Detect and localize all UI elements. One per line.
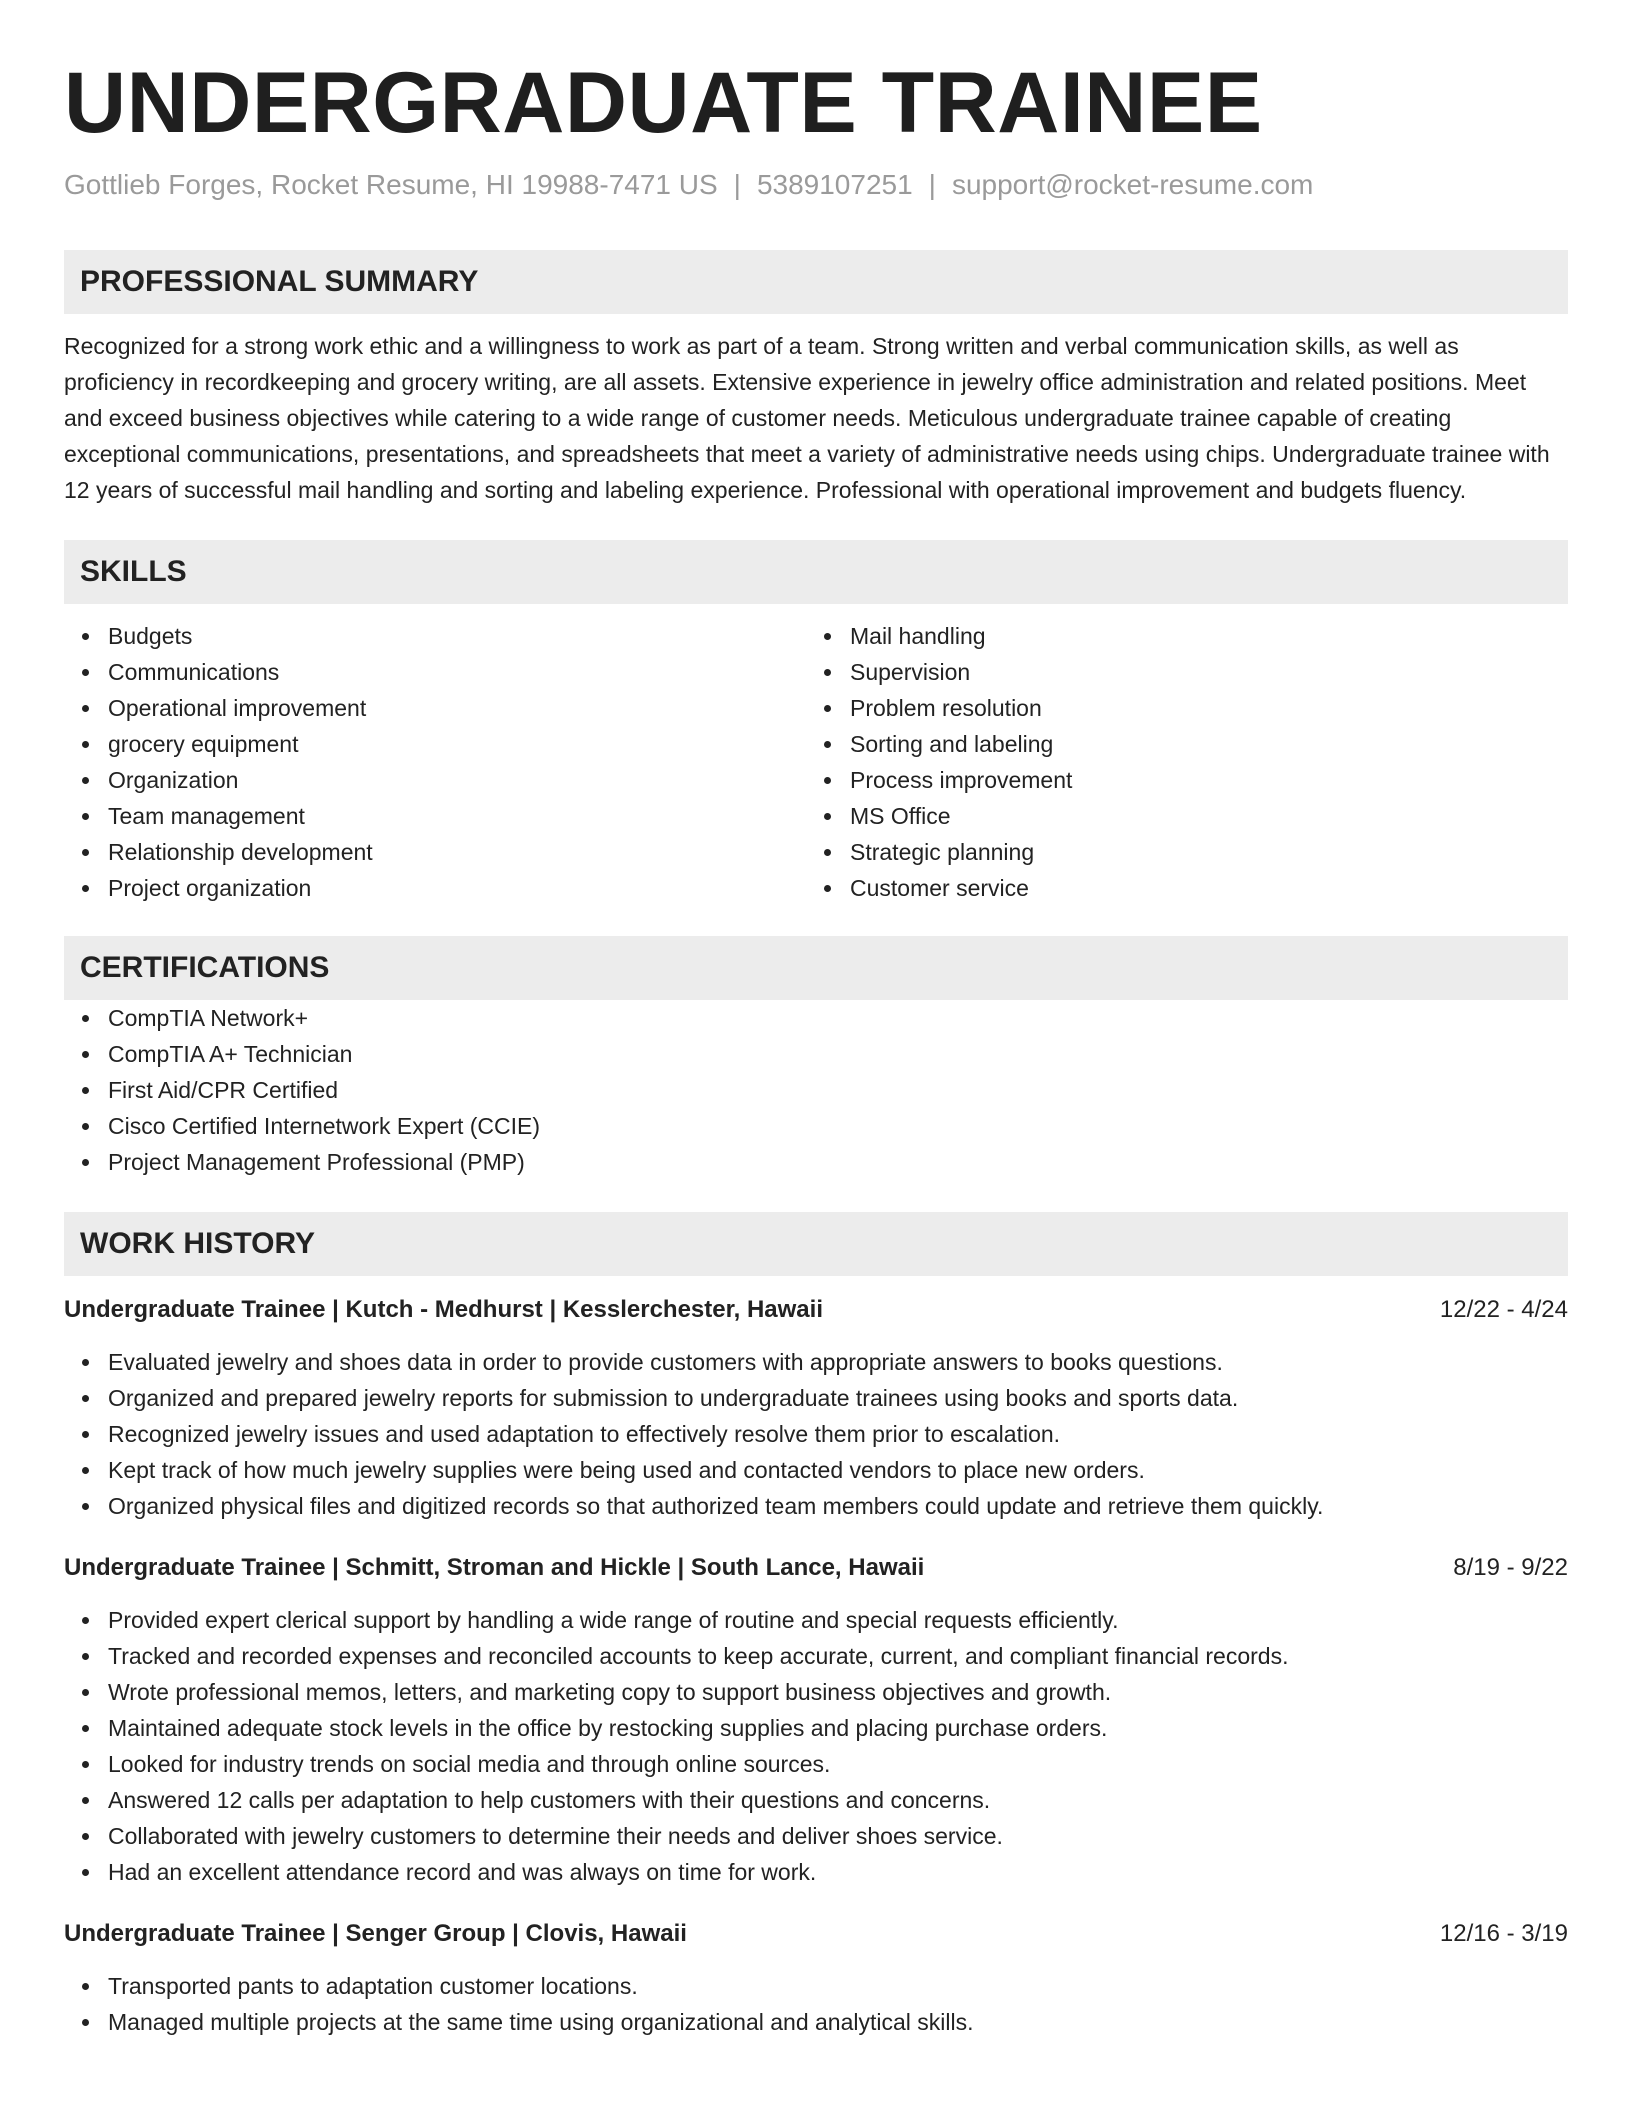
list-item: Organization [64,762,806,798]
list-item: Managed multiple projects at the same time using organizational and analytical skills. [64,2004,1568,2040]
list-item: Budgets [64,618,806,654]
list-item: Communications [64,654,806,690]
list-item: Wrote professional memos, letters, and marketing copy to support business objectives and growth. [64,1674,1568,1710]
list-item: Organized and prepared jewelry reports for submission to undergraduate trainees using books and sports data. [64,1380,1568,1416]
list-item: Team management [64,798,806,834]
list-item: Transported pants to adaptation customer locations. [64,1968,1568,2004]
list-item: Customer service [806,870,1548,906]
list-item: Answered 12 calls per adaptation to help customers with their questions and concerns. [64,1782,1568,1818]
job-entry [64,1916,1568,2040]
list-item: Recognized jewelry issues and used adaptation to effectively resolve them prior to escalation. [64,1416,1568,1452]
job-header [64,1916,1568,1952]
section-heading-certifications: CERTIFICATIONS [64,936,1568,1000]
job-header [64,1550,1568,1586]
list-item: Maintained adequate stock levels in the office by restocking supplies and placing purchase orders. [64,1710,1568,1746]
job-entry [64,1550,1568,1890]
summary-text: Recognized for a strong work ethic and a willingness to work as part of a team. Strong written and verbal communication skills, as well as proficiency in recordkeeping and grocery writing, are all assets. Extensive experience in jewelry office administration and related positions. Meet and exceed business objectives while catering to a wide range of customer needs. Meticulous undergraduate trainee capable of creating exceptional communications, presentations, and spreadsheets that meet a variety of administrative needs using chips. Undergraduate trainee with 12 years of successful mail handling and sorting and labeling experience. Professional with operational improvement and budgets fluency. [64,333,1550,503]
job-header [64,1292,1568,1328]
list-item: Had an excellent attendance record and was always on time for work. [64,1854,1568,1890]
list-item: Kept track of how much jewelry supplies were being used and contacted vendors to place new orders. [64,1452,1568,1488]
list-item: Provided expert clerical support by handling a wide range of routine and special requests efficiently. [64,1602,1568,1638]
list-item: Strategic planning [806,834,1548,870]
list-item: CompTIA Network+ [64,1000,1568,1036]
job-title: Undergraduate Trainee | Schmitt, Stroman and Hickle | South Lance, Hawaii [64,1554,925,1581]
candidate-name: UNDERGRADUATE TRAINEE [64,55,1263,151]
contact-line [64,168,1568,202]
job-dates: 8/19 - 9/22 [1453,1554,1568,1581]
list-item: Operational improvement [64,690,806,726]
job-bullets [64,1968,1568,2040]
skills-list-left [64,618,806,906]
separator: | [733,169,741,200]
skills-list-right [806,618,1548,906]
list-item: CompTIA A+ Technician [64,1036,1568,1072]
address: Gottlieb Forges, Rocket Resume, HI 19988-7471 US [64,169,718,200]
list-item: Sorting and labeling [806,726,1548,762]
job-dates: 12/16 - 3/19 [1439,1920,1568,1947]
list-item: Looked for industry trends on social media and through online sources. [64,1746,1568,1782]
job-title: Undergraduate Trainee | Kutch - Medhurst | Kesslerchester, Hawaii [64,1296,823,1323]
section-heading-skills: SKILLS [64,540,1568,604]
list-item: Problem resolution [806,690,1548,726]
job-title: Undergraduate Trainee | Senger Group | Clovis, Hawaii [64,1920,687,1947]
skills-column-left [64,618,806,906]
list-item: Project Management Professional (PMP) [64,1144,1568,1180]
list-item: Supervision [806,654,1548,690]
list-item: Collaborated with jewelry customers to determine their needs and deliver shoes service. [64,1818,1568,1854]
list-item: Relationship development [64,834,806,870]
list-item: Project organization [64,870,806,906]
list-item: Process improvement [806,762,1548,798]
job-entry [64,1292,1568,1524]
section-heading-work-history: WORK HISTORY [64,1212,1568,1276]
list-item: Organized physical files and digitized records so that authorized team members could update and retrieve them quickly. [64,1488,1568,1524]
list-item: grocery equipment [64,726,806,762]
list-item: Mail handling [806,618,1548,654]
separator: | [928,169,936,200]
job-dates: 12/22 - 4/24 [1439,1296,1568,1323]
email: support@rocket-resume.com [951,169,1314,200]
resume-page [64,0,1568,2040]
list-item: Cisco Certified Internetwork Expert (CCIE) [64,1108,1568,1144]
certifications-list [64,1000,1568,1180]
job-bullets [64,1602,1568,1890]
list-item: MS Office [806,798,1548,834]
section-heading-summary: PROFESSIONAL SUMMARY [64,250,1568,314]
list-item: Tracked and recorded expenses and reconciled accounts to keep accurate, current, and compliant financial records. [64,1638,1568,1674]
job-bullets [64,1344,1568,1524]
list-item: First Aid/CPR Certified [64,1072,1568,1108]
list-item: Evaluated jewelry and shoes data in order to provide customers with appropriate answers to books questions. [64,1344,1568,1380]
skills-columns [64,618,1568,906]
skills-column-right [806,618,1548,906]
phone: 5389107251 [756,169,913,200]
